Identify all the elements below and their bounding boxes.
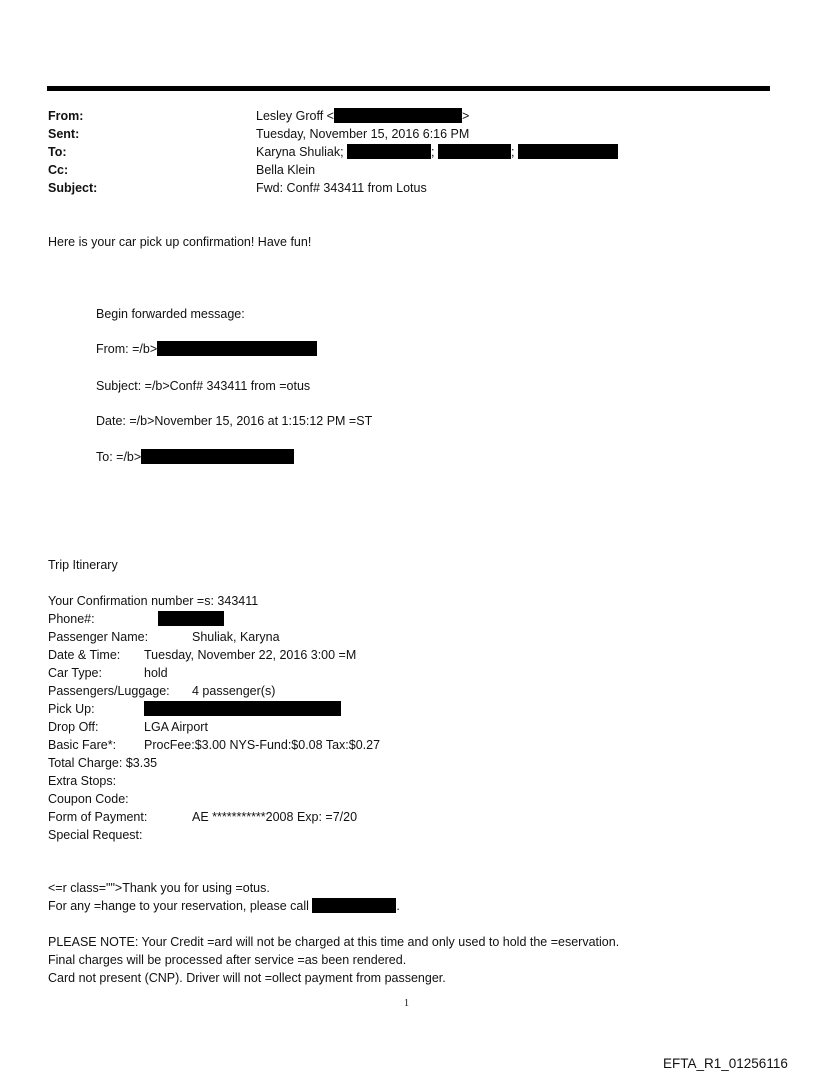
fare-label: Basic Fare*: <box>48 738 117 752</box>
from-value: Lesley Groff < > <box>256 109 470 123</box>
redaction <box>334 108 462 123</box>
pickup-label: Pick Up: <box>48 702 95 716</box>
luggage-value: 4 passenger(s) <box>192 684 276 698</box>
total-charge: Total Charge: $3.35 <box>48 756 158 770</box>
forward-subject: Subject: =/b>Conf# 343411 from =otus <box>96 379 311 393</box>
to-value: Karyna Shuliak; ; ; <box>256 144 618 160</box>
datetime-value: Tuesday, November 22, 2016 3:00 =M <box>144 648 357 662</box>
cartype-value: hold <box>144 666 168 680</box>
subject-value: Fwd: Conf# 343411 from Lotus <box>256 181 427 195</box>
redaction <box>438 144 511 159</box>
document-id: EFTA_R1_01256116 <box>663 1056 788 1071</box>
forward-begin: Begin forwarded message: <box>96 307 245 321</box>
payment-value: AE ***********2008 Exp: =7/20 <box>192 810 358 824</box>
forward-to: To: =/b> <box>96 449 294 465</box>
sent-label: Sent: <box>48 127 80 141</box>
body-intro: Here is your car pick up confirmation! Have fun! <box>48 235 312 249</box>
dropoff-label: Drop Off: <box>48 720 99 734</box>
itinerary-title: Trip Itinerary <box>48 558 118 572</box>
note-line-2: Final charges will be processed after service =as been rendered. <box>48 953 407 967</box>
pickup-value <box>144 701 341 717</box>
coupon-code: Coupon Code: <box>48 792 129 806</box>
passenger-label: Passenger Name: <box>48 630 149 644</box>
page-number: 1 <box>404 998 409 1009</box>
redaction <box>141 449 294 464</box>
note-line-3: Card not present (CNP). Driver will not =ollect payment from passenger. <box>48 971 446 985</box>
redaction <box>347 144 431 159</box>
sent-value: Tuesday, November 15, 2016 6:16 PM <box>256 127 470 141</box>
phone-label: Phone#: <box>48 612 95 626</box>
cartype-label: Car Type: <box>48 666 102 680</box>
to-label: To: <box>48 145 67 159</box>
extra-stops: Extra Stops: <box>48 774 117 788</box>
note-line-1: PLEASE NOTE: Your Credit =ard will not be charged at this time and only used to hold the =eservation. <box>48 935 620 949</box>
dropoff-value: LGA Airport <box>144 720 208 734</box>
forward-date: Date: =/b>November 15, 2016 at 1:15:12 PM =ST <box>96 414 373 428</box>
cc-value: Bella Klein <box>256 163 316 177</box>
call-line: For any =hange to your reservation, please call . <box>48 899 400 913</box>
cc-label: Cc: <box>48 163 69 177</box>
forward-from: From: =/b> <box>96 341 317 357</box>
redaction <box>518 144 618 159</box>
from-label: From: <box>48 109 84 123</box>
confirmation-number: Your Confirmation number =s: 343411 <box>48 594 259 608</box>
header-rule <box>47 86 770 91</box>
payment-label: Form of Payment: <box>48 810 148 824</box>
passenger-value: Shuliak, Karyna <box>192 630 280 644</box>
redaction <box>144 701 341 716</box>
subject-label: Subject: <box>48 181 98 195</box>
phone-value <box>158 611 224 627</box>
redaction <box>157 341 317 356</box>
special-request: Special Request: <box>48 828 143 842</box>
thanks-line: <=r class="">Thank you for using =otus. <box>48 881 270 895</box>
datetime-label: Date & Time: <box>48 648 121 662</box>
redaction <box>312 898 396 913</box>
fare-value: ProcFee:$3.00 NYS-Fund:$0.08 Tax:$0.27 <box>144 738 381 752</box>
luggage-label: Passengers/Luggage: <box>48 684 170 698</box>
redaction <box>158 611 224 626</box>
